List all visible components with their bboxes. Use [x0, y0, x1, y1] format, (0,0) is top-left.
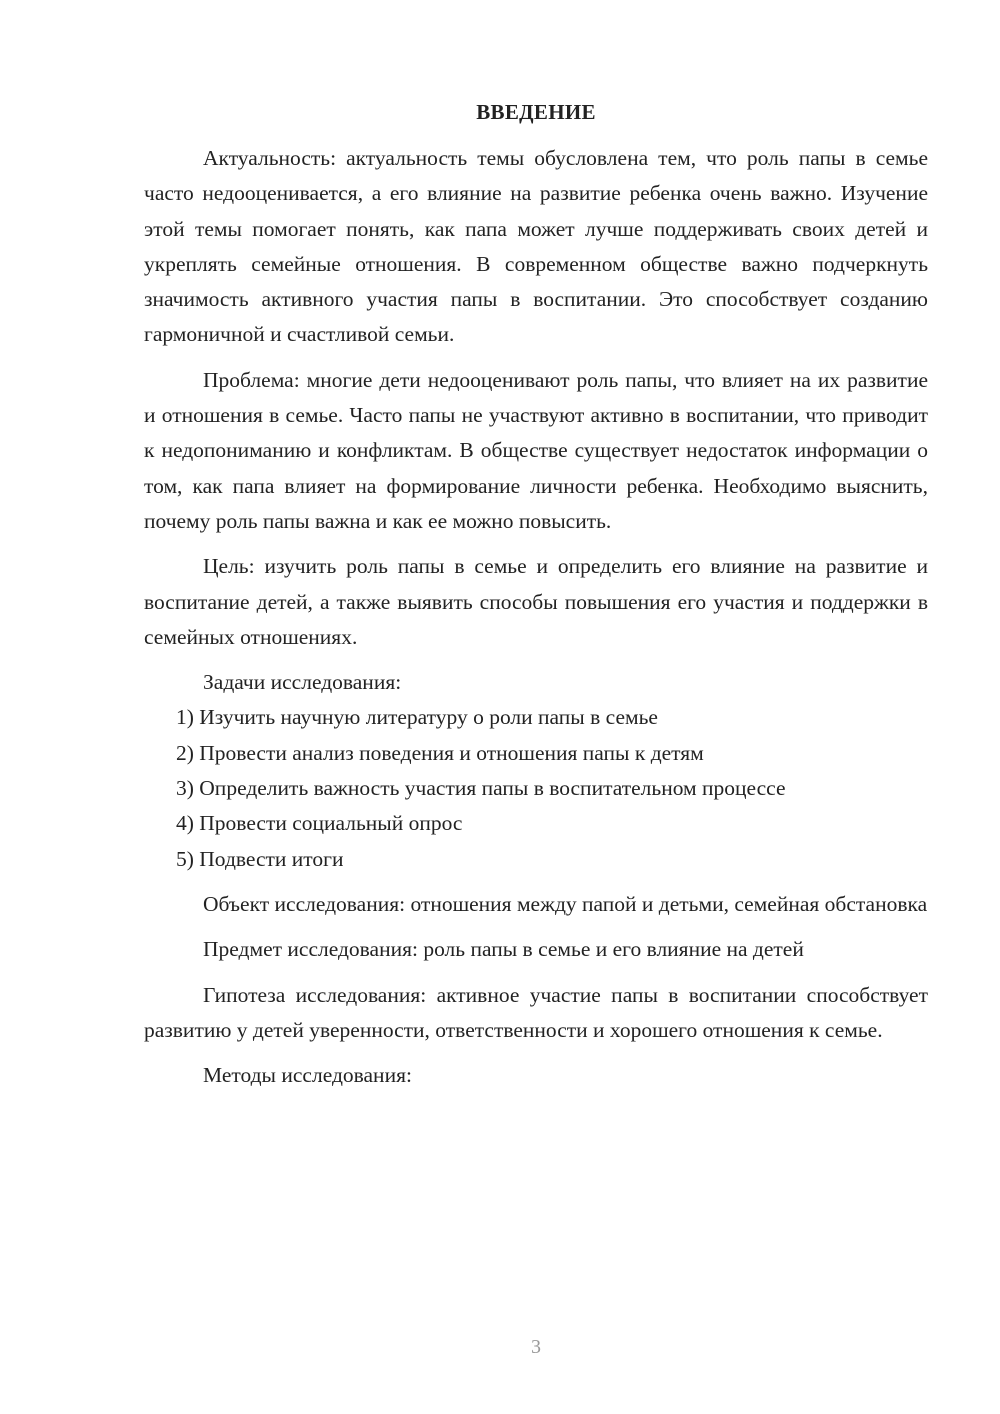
page-number: 3 [531, 1336, 541, 1358]
tasks-heading: Задачи исследования: [203, 670, 402, 695]
list-item: 5) Подвести итоги [176, 846, 344, 871]
methods-heading: Методы исследования: [203, 1063, 412, 1088]
problem-paragraph: Проблема: многие дети недооценивают роль папы, что влияет на их развитие и отношения в семье. Часто папы не участвуют активно в воспитании, что приводит к недопониманию и конфликтам. В обществе существует недостаток информации о том, как папа влияет на формирование личности ребенка. Необходимо выяснить, почему роль папы важна и как ее можно повысить. [144, 367, 928, 533]
list-item: 2) Провести анализ поведения и отношения папы к детям [176, 740, 704, 765]
page-body [144, 141, 928, 1093]
tasks-list [144, 700, 928, 876]
list-item: 3) Определить важность участия папы в воспитательном процессе [176, 776, 786, 801]
relevance-paragraph: Актуальность: актуальность темы обусловлена тем, что роль папы в семье часто недооценивается, а его влияние на развитие ребенка очень важно. Изучение этой темы помогает понять, как папа может лучше поддерживать своих детей и укреплять семейные отношения. В современном обществе важно подчеркнуть значимость активного участия папы в воспитании. Это способствует созданию гармоничной и счастливой семьи. [144, 146, 928, 347]
list-item: 4) Провести социальный опрос [176, 811, 463, 836]
object-paragraph: Объект исследования: отношения между папой и детьми, семейная обстановка [203, 891, 928, 916]
page-title: ВВЕДЕНИЕ [476, 100, 596, 124]
hypothesis-paragraph: Гипотеза исследования: активное участие папы в воспитании способствует развитию у детей уверенности, ответственности и хорошего отношения к семье. [144, 982, 928, 1042]
goal-paragraph: Цель: изучить роль папы в семье и определить его влияние на развитие и воспитание детей, а также выявить способы повышения его участия и поддержки в семейных отношениях. [144, 554, 928, 649]
subject-paragraph: Предмет исследования: роль папы в семье и его влияние на детей [203, 937, 804, 962]
list-item: 1) Изучить научную литературу о роли папы в семье [176, 705, 658, 730]
